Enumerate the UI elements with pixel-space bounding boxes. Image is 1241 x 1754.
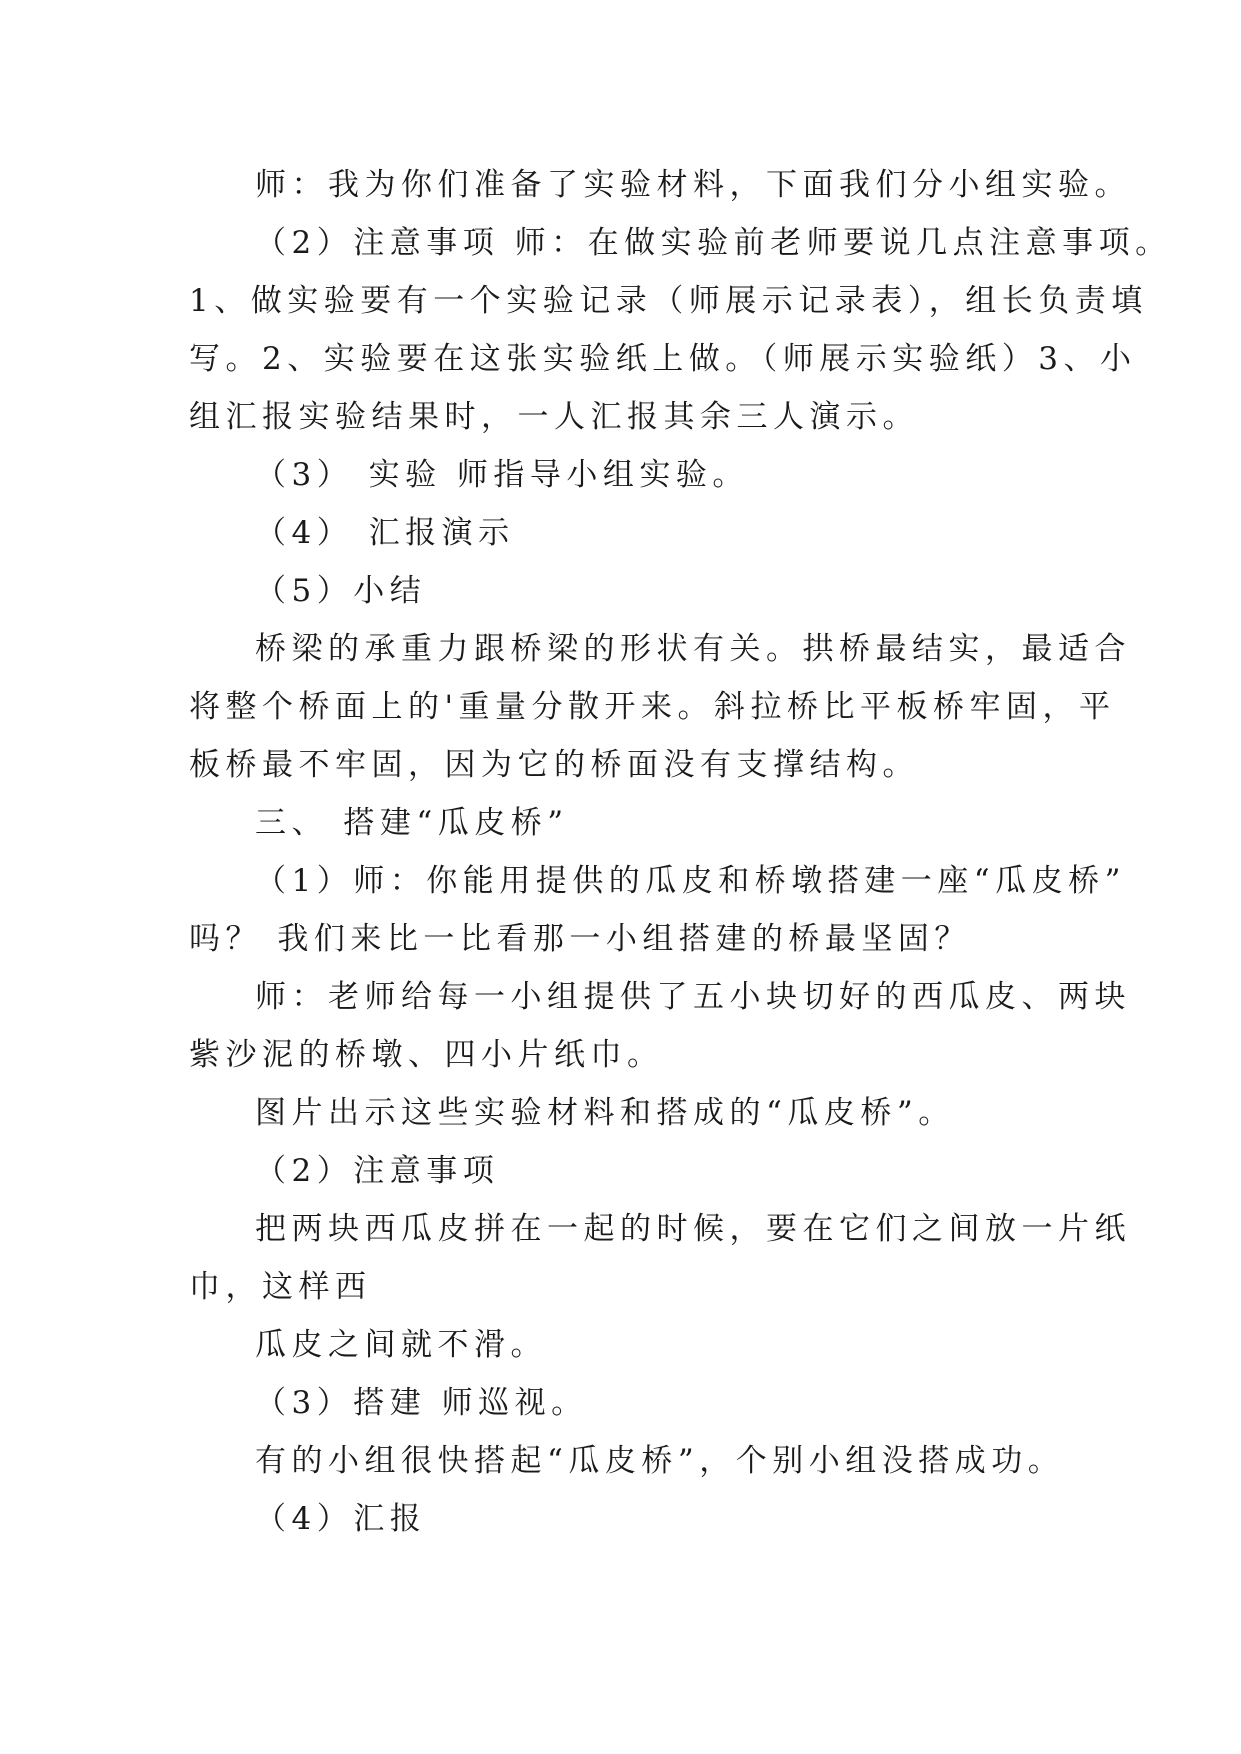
paragraph-line: 吗？ 我们来比一比看那一小组搭建的桥最坚固？ [189, 921, 971, 957]
paragraph-line: 桥梁的承重力跟桥梁的形状有关。拱桥最结实，最适合 [255, 631, 1131, 667]
paragraph-line: 师：老师给每一小组提供了五小块切好的西瓜皮、两块 [255, 979, 1131, 1015]
paragraph-line: 写。2、实验要在这张实验纸上做。（师展示实验纸）3、小 [189, 341, 1137, 377]
paragraph-line: 巾，这样西 [189, 1269, 372, 1305]
paragraph-line: （2）注意事项 [255, 1153, 500, 1189]
paragraph-line: 把两块西瓜皮拼在一起的时候，要在它们之间放一片纸 [255, 1211, 1131, 1247]
paragraph-line: （4）汇报 [255, 1501, 427, 1537]
paragraph-line: （2）注意事项 师：在做实验前老师要说几点注意事项。 [255, 225, 1172, 261]
paragraph-line: 瓜皮之间就不滑。 [255, 1327, 547, 1363]
paragraph-line: 紫沙泥的桥墩、四小片纸巾。 [189, 1037, 664, 1073]
paragraph-line: （3）搭建 师巡视。 [255, 1385, 588, 1421]
paragraph-line: （3） 实验 师指导小组实验。 [255, 457, 749, 493]
paragraph-line: （1）师：你能用提供的瓜皮和桥墩搭建一座“瓜皮桥” [255, 863, 1126, 899]
paragraph-line: （5）小结 [255, 573, 427, 609]
paragraph-line: 板桥最不牢固，因为它的桥面没有支撑结构。 [189, 747, 919, 783]
paragraph-line: 图片出示这些实验材料和搭成的“瓜皮桥”。 [255, 1095, 955, 1131]
paragraph-line: 师：我为你们准备了实验材料，下面我们分小组实验。 [255, 167, 1131, 203]
paragraph-line: 组汇报实验结果时，一人汇报其余三人演示。 [189, 399, 919, 435]
paragraph-line: 1、做实验要有一个实验记录（师展示记录表），组长负责填 [189, 283, 1148, 319]
section-heading: 三、 搭建“瓜皮桥” [255, 805, 569, 841]
paragraph-line: （4） 汇报演示 [255, 515, 515, 551]
paragraph-line: 将整个桥面上的'重量分散开来。斜拉桥比平板桥牢固，平 [189, 689, 1116, 725]
paragraph-line: 有的小组很快搭起“瓜皮桥”，个别小组没搭成功。 [255, 1443, 1065, 1479]
